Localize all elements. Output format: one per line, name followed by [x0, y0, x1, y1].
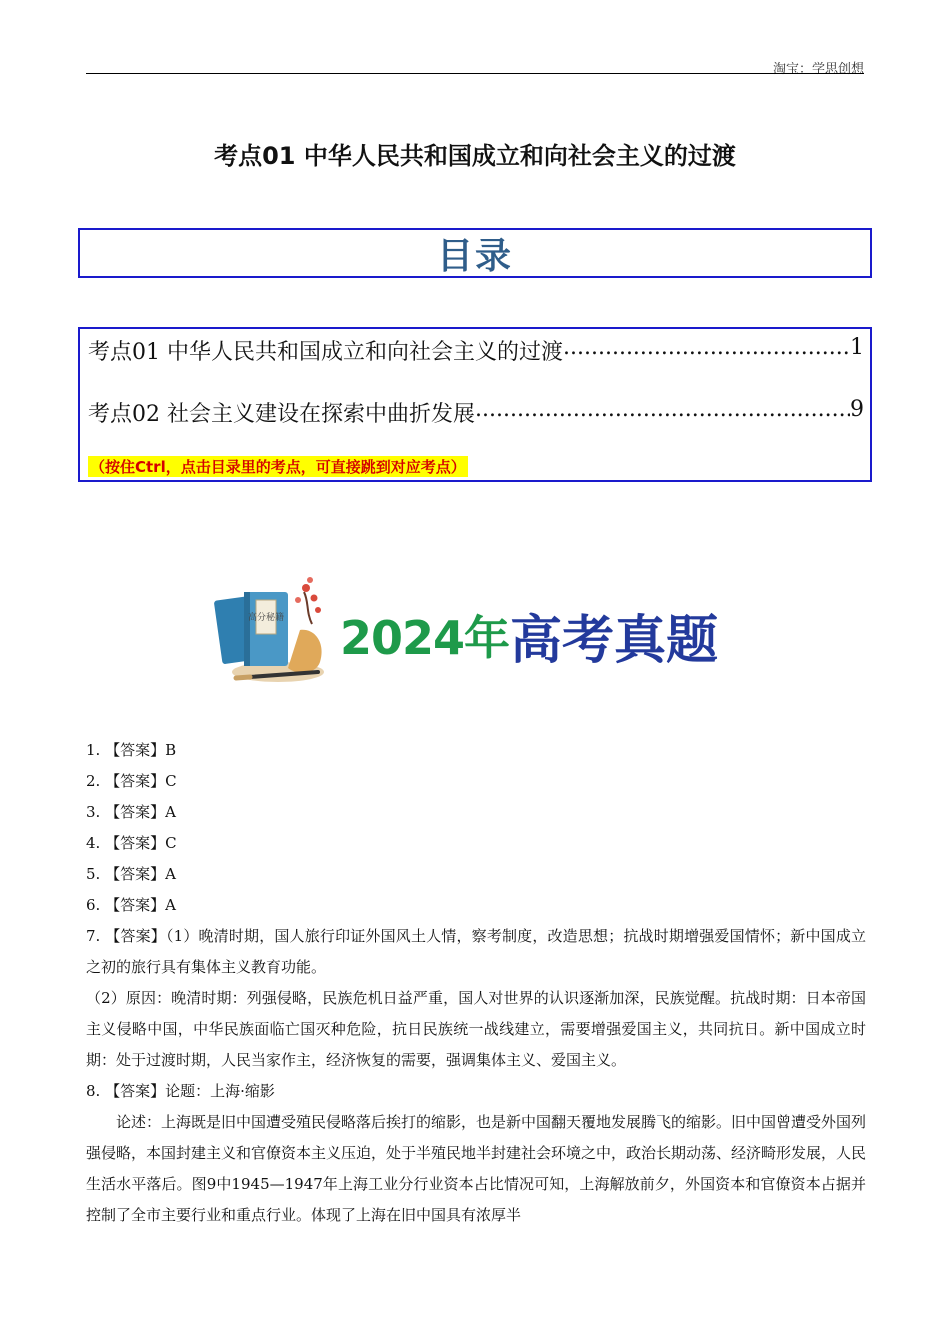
toc-entry-page: 9 — [850, 397, 864, 422]
page-title: 考点01 中华人民共和国成立和向社会主义的过渡 — [214, 142, 736, 170]
toc-dot-leader — [475, 397, 850, 428]
toc-heading: 目录 — [436, 235, 513, 277]
toc-box — [78, 327, 872, 482]
banner-title: 高考真题 — [510, 611, 719, 671]
toc-entry-page: 1 — [850, 335, 864, 360]
answer-row: 6. 【答案】A — [86, 896, 176, 914]
answer-8-body: 论述：上海既是旧中国遭受殖民侵略落后挨打的缩影，也是新中国翻天覆地发展腾飞的缩影。旧中国曾遭受外国列强侵略，本国封建主义和官僚资本主义压迫，处于半殖民地半封建社会环境之中，政治长期动荡、经济畸形发展，人民生活水平落后。图9中1945—1947年上海工业分行业资本占比情况可知，上海解放前夕，外国资本和官僚资本占据并控制了全市主要行业和重点行业。体现了上海在旧中国具有浓厚半 — [86, 1113, 867, 1224]
toc-dot-leader — [563, 335, 850, 366]
answer-7-part1: 7. 【答案】（1）晚清时期，国人旅行印证外国风土人情，察考制度，改造思想；抗战时期增强爱国情怀；新中国成立之初的旅行具有集体主义教育功能。 — [86, 927, 866, 976]
answer-row: 1. 【答案】B — [86, 741, 177, 759]
banner-year: 2024年 — [340, 611, 510, 665]
header-rule — [86, 73, 864, 74]
answer-row: 4. 【答案】C — [86, 834, 177, 852]
toc-heading-box — [78, 228, 872, 278]
header-right-text: 淘宝：学思创想 — [772, 62, 864, 77]
book-stack-icon — [214, 572, 334, 688]
answers-section — [86, 735, 866, 1231]
toc-entry[interactable] — [88, 335, 864, 366]
gaokao-banner — [214, 572, 734, 688]
answer-row: 3. 【答案】A — [86, 803, 176, 821]
book-label: 高分秘籍 — [247, 613, 285, 623]
answer-row: 2. 【答案】C — [86, 772, 177, 790]
toc-entry-label: 考点01 中华人民共和国成立和向社会主义的过渡 — [88, 340, 563, 365]
answer-row: 5. 【答案】A — [86, 865, 176, 883]
answer-7-part2: （2）原因：晚清时期：列强侵略，民族危机日益严重，国人对世界的认识逐渐加深，民族觉醒。抗战时期：日本帝国主义侵略中国，中华民族面临亡国灭种危险，抗日民族统一战线建立，需要增强爱国主义，共同抗日。新中国成立时期：处于过渡时期，人民当家作主，经济恢复的需要，强调集体主义、爱国主义。 — [86, 989, 866, 1069]
toc-entry-label: 考点02 社会主义建设在探索中曲折发展 — [88, 402, 475, 427]
toc-note: （按住Ctrl，点击目录里的考点，可直接跳到对应考点） — [90, 458, 466, 476]
toc-entry[interactable] — [88, 397, 864, 428]
answer-8-thesis: 8. 【答案】论题：上海·缩影 — [86, 1082, 275, 1100]
